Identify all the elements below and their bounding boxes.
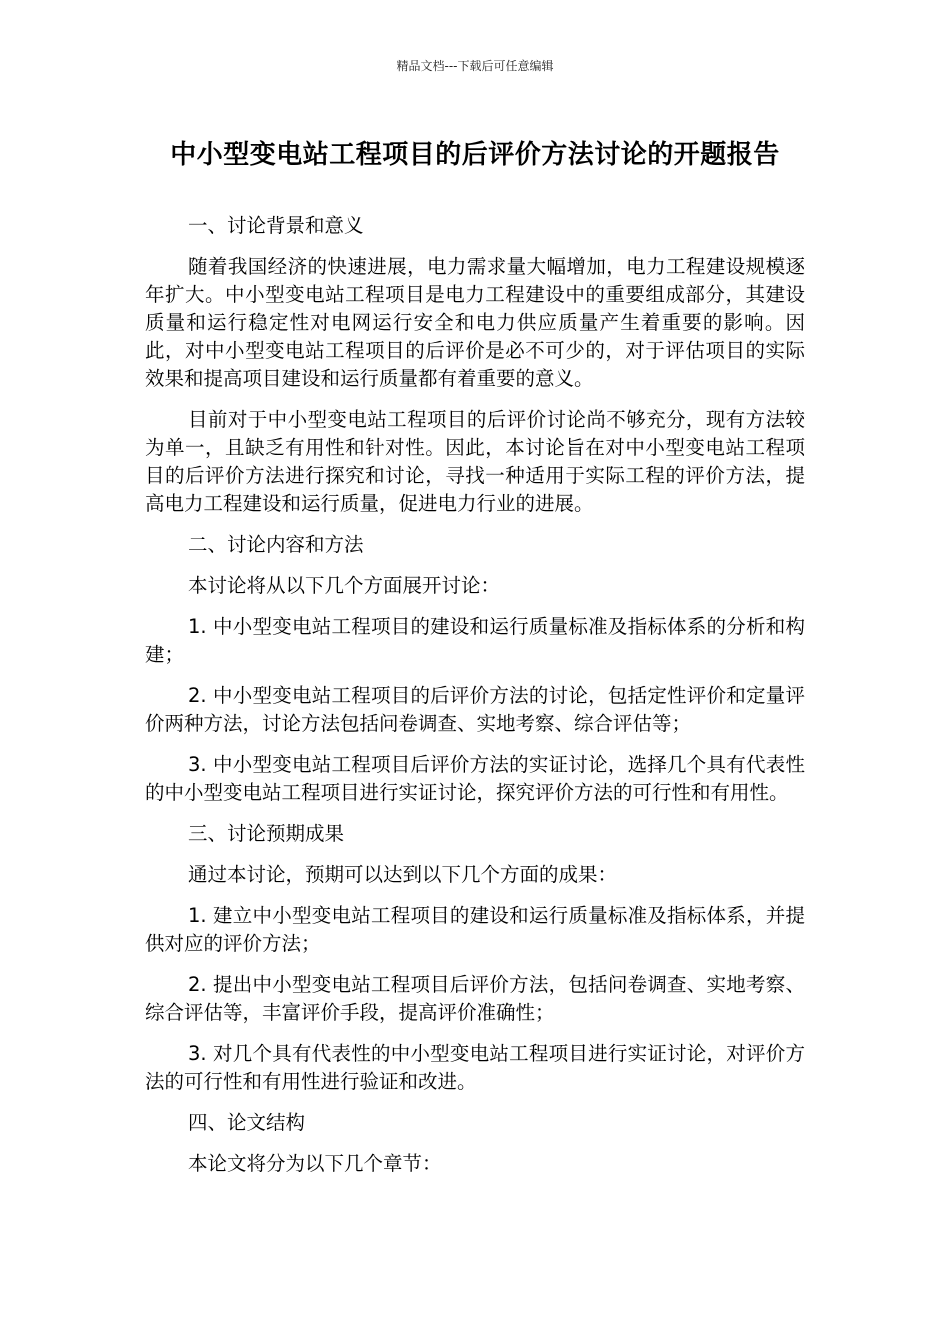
paragraph-structure-intro: 本论文将分为以下几个章节： (188, 1152, 442, 1175)
section-heading-background: 一、讨论背景和意义 (188, 214, 364, 237)
paragraph-content-intro: 本讨论将从以下几个方面展开讨论： (188, 574, 501, 597)
document-title: 中小型变电站工程项目的后评价方法讨论的开题报告 (170, 140, 780, 170)
list-item-content-2: 2. 中小型变电站工程项目的后评价方法的讨论，包括定性评价和定量评价两种方法，讨论方法包括问卷调查、实地考察、综合评估等； (145, 684, 805, 735)
section-heading-content: 二、讨论内容和方法 (188, 533, 364, 556)
header-note: 精品文档---下载后可任意编辑 (396, 59, 554, 73)
list-item-outcomes-1: 1. 建立中小型变电站工程项目的建设和运行质量标准及指标体系，并提供对应的评价方法； (145, 904, 805, 955)
section-heading-structure: 四、论文结构 (188, 1111, 306, 1134)
list-item-content-3: 3. 中小型变电站工程项目后评价方法的实证讨论，选择几个具有代表性的中小型变电站工程项目进行实证讨论，探究评价方法的可行性和有用性。 (145, 753, 805, 804)
document-body (145, 212, 805, 1191)
paragraph-background-1: 随着我国经济的快速进展，电力需求量大幅增加，电力工程建设规模逐年扩大。中小型变电站工程项目是电力工程建设中的重要组成部分，其建设质量和运行稳定性对电网运行安全和电力供应质量产生着重要的影响。因此，对中小型变电站工程项目的后评价是必不可少的，对于评估项目的实际效果和提高项目建设和运行质量都有着重要的意义。 (145, 255, 805, 390)
paragraph-outcomes-intro: 通过本讨论，预期可以达到以下几个方面的成果： (188, 863, 618, 886)
list-item-content-1: 1. 中小型变电站工程项目的建设和运行质量标准及指标体系的分析和构建； (145, 615, 805, 666)
list-item-outcomes-2: 2. 提出中小型变电站工程项目后评价方法，包括问卷调查、实地考察、综合评估等，丰富评价手段，提高评价准确性； (145, 973, 805, 1024)
list-item-outcomes-3: 3. 对几个具有代表性的中小型变电站工程项目进行实证讨论，对评价方法的可行性和有用性进行验证和改进。 (145, 1042, 805, 1093)
section-heading-outcomes: 三、讨论预期成果 (188, 822, 345, 845)
paragraph-background-2: 目前对于中小型变电站工程项目的后评价讨论尚不够充分，现有方法较为单一，且缺乏有用性和针对性。因此，本讨论旨在对中小型变电站工程项目的后评价方法进行探究和讨论，寻找一种适用于实际工程的评价方法，提高电力工程建设和运行质量，促进电力行业的进展。 (145, 408, 805, 515)
